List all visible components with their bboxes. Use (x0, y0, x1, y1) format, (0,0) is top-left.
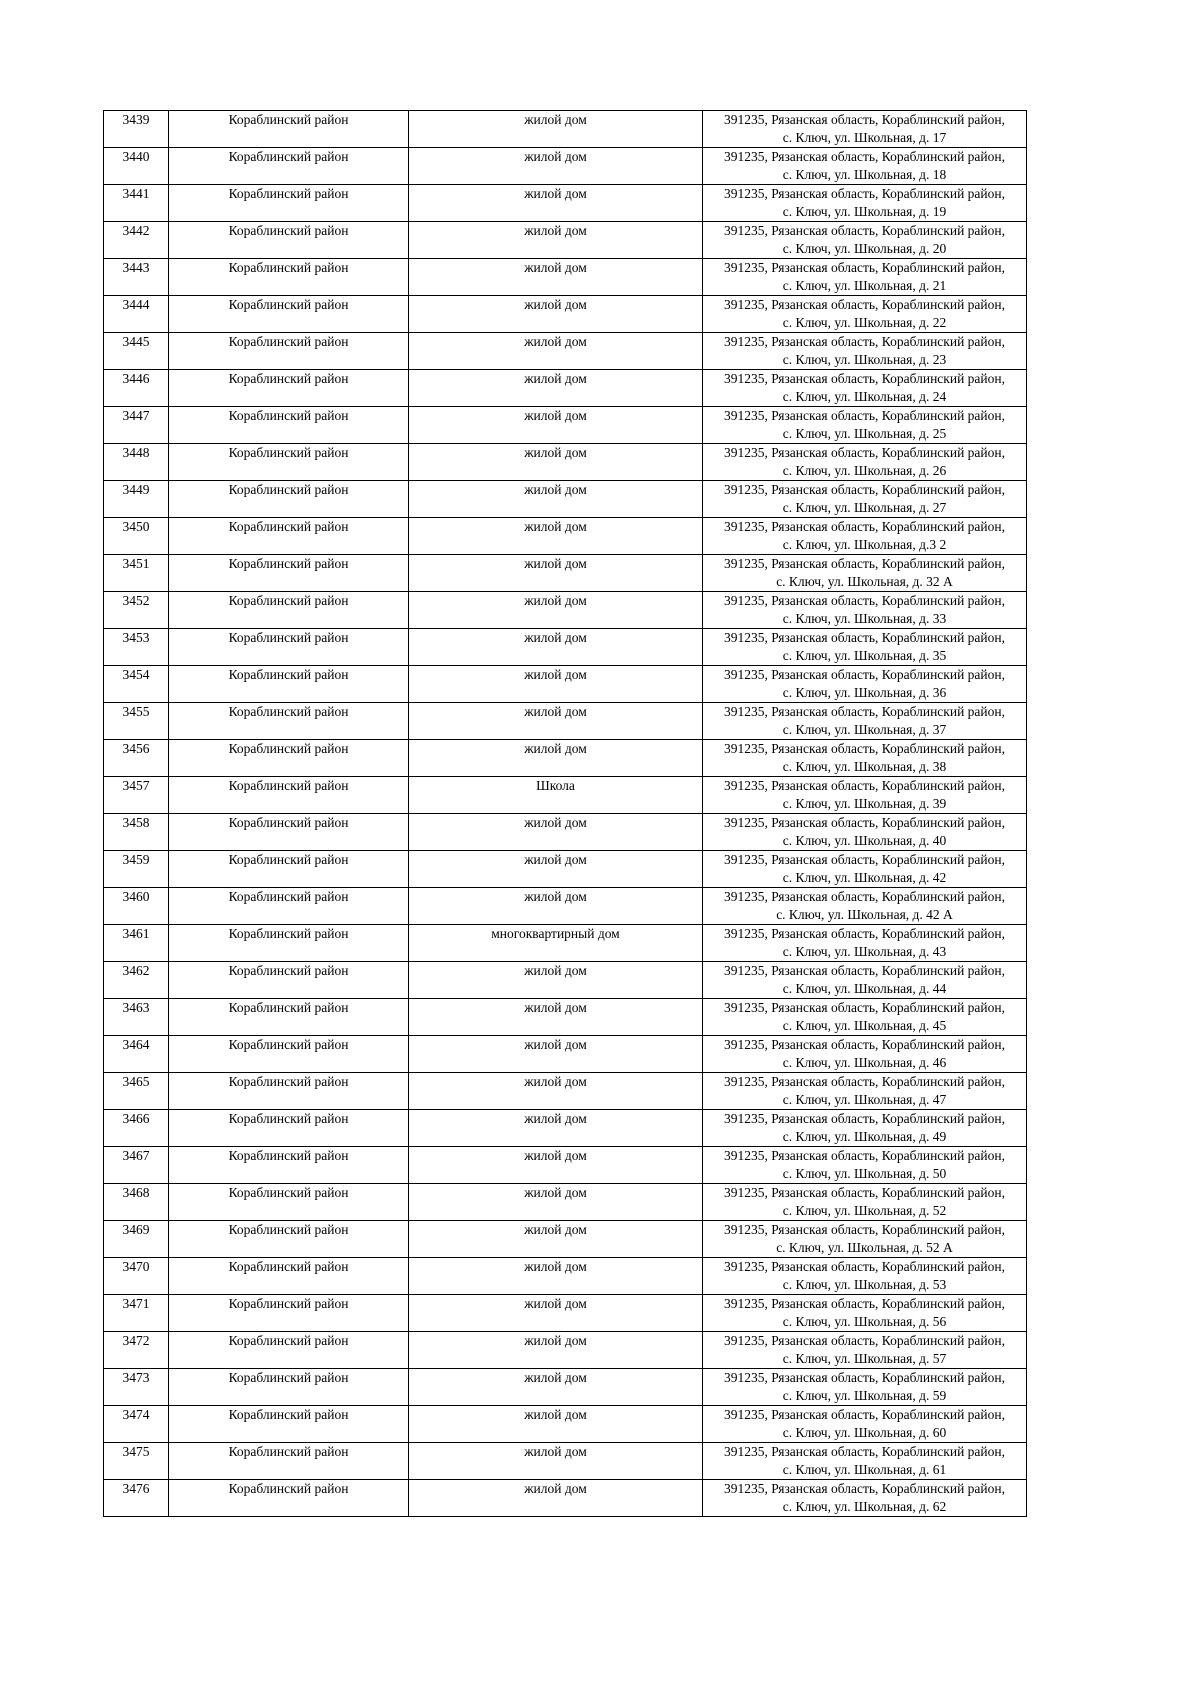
address-line-1: 391235, Рязанская область, Кораблинский район, (724, 334, 1005, 349)
address-line-1: 391235, Рязанская область, Кораблинский район, (724, 778, 1005, 793)
row-number-cell: 3472 (104, 1332, 169, 1369)
district-cell: Кораблинский район (169, 851, 409, 888)
row-number-cell: 3476 (104, 1480, 169, 1517)
object-type-cell: жилой дом (409, 222, 703, 259)
address-line-1: 391235, Рязанская область, Кораблинский район, (724, 1222, 1005, 1237)
district-cell: Кораблинский район (169, 555, 409, 592)
district-cell: Кораблинский район (169, 1073, 409, 1110)
address-line-2: с. Ключ, ул. Школьная, д. 43 (782, 944, 947, 959)
district-cell: Кораблинский район (169, 1258, 409, 1295)
district-cell: Кораблинский район (169, 962, 409, 999)
table-row (104, 925, 1027, 962)
address-line-1: 391235, Рязанская область, Кораблинский район, (724, 1111, 1005, 1126)
district-cell: Кораблинский район (169, 518, 409, 555)
address-line-1: 391235, Рязанская область, Кораблинский район, (724, 519, 1005, 534)
address-line-1: 391235, Рязанская область, Кораблинский район, (724, 371, 1005, 386)
object-type-cell: многоквартирный дом (409, 925, 703, 962)
object-type-cell: жилой дом (409, 518, 703, 555)
table-row (104, 518, 1027, 555)
address-line-1: 391235, Рязанская область, Кораблинский район, (724, 1000, 1005, 1015)
table-row (104, 777, 1027, 814)
row-number-cell: 3447 (104, 407, 169, 444)
address-cell (703, 1332, 1027, 1369)
district-cell: Кораблинский район (169, 111, 409, 148)
address-cell (703, 666, 1027, 703)
district-cell: Кораблинский район (169, 777, 409, 814)
district-cell: Кораблинский район (169, 481, 409, 518)
address-line-1: 391235, Рязанская область, Кораблинский район, (724, 445, 1005, 460)
address-line-2: с. Ключ, ул. Школьная, д. 27 (782, 500, 947, 515)
address-line-1: 391235, Рязанская область, Кораблинский район, (724, 260, 1005, 275)
row-number-cell: 3452 (104, 592, 169, 629)
district-cell: Кораблинский район (169, 1406, 409, 1443)
address-cell (703, 925, 1027, 962)
address-line-2: с. Ключ, ул. Школьная, д. 56 (782, 1314, 947, 1329)
row-number-cell: 3470 (104, 1258, 169, 1295)
address-line-2: с. Ключ, ул. Школьная, д. 61 (782, 1462, 947, 1477)
district-cell: Кораблинский район (169, 999, 409, 1036)
table-row (104, 629, 1027, 666)
table-row (104, 1443, 1027, 1480)
table-row (104, 703, 1027, 740)
table-row (104, 296, 1027, 333)
address-cell (703, 703, 1027, 740)
row-number-cell: 3451 (104, 555, 169, 592)
address-line-1: 391235, Рязанская область, Кораблинский район, (724, 630, 1005, 645)
table-row (104, 1332, 1027, 1369)
district-cell: Кораблинский район (169, 1221, 409, 1258)
address-line-2: с. Ключ, ул. Школьная, д. 49 (782, 1129, 947, 1144)
row-number-cell: 3465 (104, 1073, 169, 1110)
address-line-1: 391235, Рязанская область, Кораблинский район, (724, 149, 1005, 164)
object-type-cell: жилой дом (409, 1110, 703, 1147)
district-cell: Кораблинский район (169, 666, 409, 703)
address-cell (703, 1221, 1027, 1258)
address-line-1: 391235, Рязанская область, Кораблинский район, (724, 963, 1005, 978)
district-cell: Кораблинский район (169, 814, 409, 851)
row-number-cell: 3449 (104, 481, 169, 518)
row-number-cell: 3459 (104, 851, 169, 888)
address-cell (703, 962, 1027, 999)
row-number-cell: 3467 (104, 1147, 169, 1184)
table-row (104, 444, 1027, 481)
address-line-1: 391235, Рязанская область, Кораблинский район, (724, 482, 1005, 497)
address-line-1: 391235, Рязанская область, Кораблинский район, (724, 1259, 1005, 1274)
district-cell: Кораблинский район (169, 1295, 409, 1332)
row-number-cell: 3442 (104, 222, 169, 259)
address-line-2: с. Ключ, ул. Школьная, д. 57 (782, 1351, 947, 1366)
object-type-cell: жилой дом (409, 1036, 703, 1073)
address-line-1: 391235, Рязанская область, Кораблинский район, (724, 408, 1005, 423)
address-cell (703, 333, 1027, 370)
row-number-cell: 3440 (104, 148, 169, 185)
district-cell: Кораблинский район (169, 888, 409, 925)
address-line-2: с. Ключ, ул. Школьная, д. 47 (782, 1092, 947, 1107)
address-line-1: 391235, Рязанская область, Кораблинский район, (724, 667, 1005, 682)
district-cell: Кораблинский район (169, 407, 409, 444)
address-cell (703, 1480, 1027, 1517)
row-number-cell: 3458 (104, 814, 169, 851)
address-cell (703, 481, 1027, 518)
row-number-cell: 3441 (104, 185, 169, 222)
address-line-1: 391235, Рязанская область, Кораблинский район, (724, 741, 1005, 756)
row-number-cell: 3475 (104, 1443, 169, 1480)
row-number-cell: 3469 (104, 1221, 169, 1258)
table-row (104, 222, 1027, 259)
address-line-2: с. Ключ, ул. Школьная, д. 42 (782, 870, 947, 885)
address-cell (703, 629, 1027, 666)
table-row (104, 814, 1027, 851)
address-line-2: с. Ключ, ул. Школьная, д. 52 (782, 1203, 947, 1218)
address-line-1: 391235, Рязанская область, Кораблинский район, (724, 223, 1005, 238)
address-cell (703, 370, 1027, 407)
address-line-2: с. Ключ, ул. Школьная, д. 46 (782, 1055, 947, 1070)
object-type-cell: жилой дом (409, 1073, 703, 1110)
address-line-2: с. Ключ, ул. Школьная, д. 35 (782, 648, 947, 663)
district-cell: Кораблинский район (169, 740, 409, 777)
row-number-cell: 3464 (104, 1036, 169, 1073)
row-number-cell: 3446 (104, 370, 169, 407)
object-type-cell: жилой дом (409, 1147, 703, 1184)
table-row (104, 333, 1027, 370)
row-number-cell: 3455 (104, 703, 169, 740)
district-cell: Кораблинский район (169, 1110, 409, 1147)
address-line-2: с. Ключ, ул. Школьная, д. 42 А (776, 907, 953, 922)
object-type-cell: жилой дом (409, 185, 703, 222)
table-row (104, 111, 1027, 148)
table-row (104, 185, 1027, 222)
object-type-cell: жилой дом (409, 1221, 703, 1258)
district-cell: Кораблинский район (169, 1036, 409, 1073)
address-cell (703, 999, 1027, 1036)
table-row (104, 740, 1027, 777)
object-type-cell: жилой дом (409, 148, 703, 185)
row-number-cell: 3439 (104, 111, 169, 148)
address-line-2: с. Ключ, ул. Школьная, д. 21 (782, 278, 947, 293)
address-cell (703, 592, 1027, 629)
district-cell: Кораблинский район (169, 1480, 409, 1517)
table-row (104, 851, 1027, 888)
object-type-cell: жилой дом (409, 1480, 703, 1517)
address-cell (703, 1369, 1027, 1406)
object-type-cell: жилой дом (409, 962, 703, 999)
table-row (104, 1221, 1027, 1258)
row-number-cell: 3453 (104, 629, 169, 666)
address-line-1: 391235, Рязанская область, Кораблинский район, (724, 1296, 1005, 1311)
address-line-1: 391235, Рязанская область, Кораблинский район, (724, 1333, 1005, 1348)
object-type-cell: жилой дом (409, 703, 703, 740)
district-cell: Кораблинский район (169, 1443, 409, 1480)
object-type-cell: жилой дом (409, 999, 703, 1036)
address-cell (703, 1110, 1027, 1147)
address-cell (703, 1406, 1027, 1443)
table-row (104, 592, 1027, 629)
object-type-cell: жилой дом (409, 296, 703, 333)
row-number-cell: 3471 (104, 1295, 169, 1332)
row-number-cell: 3443 (104, 259, 169, 296)
row-number-cell: 3461 (104, 925, 169, 962)
district-cell: Кораблинский район (169, 296, 409, 333)
address-cell (703, 444, 1027, 481)
row-number-cell: 3473 (104, 1369, 169, 1406)
district-cell: Кораблинский район (169, 259, 409, 296)
table-row (104, 1184, 1027, 1221)
address-cell (703, 518, 1027, 555)
address-line-2: с. Ключ, ул. Школьная, д. 44 (782, 981, 947, 996)
object-type-cell: жилой дом (409, 259, 703, 296)
address-line-1: 391235, Рязанская область, Кораблинский район, (724, 704, 1005, 719)
address-line-1: 391235, Рязанская область, Кораблинский район, (724, 1148, 1005, 1163)
address-line-1: 391235, Рязанская область, Кораблинский район, (724, 852, 1005, 867)
table-row (104, 1036, 1027, 1073)
address-line-2: с. Ключ, ул. Школьная, д. 18 (782, 167, 947, 182)
registry-table-body (104, 111, 1027, 1517)
object-type-cell: жилой дом (409, 1295, 703, 1332)
address-line-2: с. Ключ, ул. Школьная, д.3 2 (782, 537, 947, 552)
address-line-2: с. Ключ, ул. Школьная, д. 22 (782, 315, 947, 330)
district-cell: Кораблинский район (169, 333, 409, 370)
address-cell (703, 296, 1027, 333)
address-line-2: с. Ключ, ул. Школьная, д. 32 А (776, 574, 953, 589)
district-cell: Кораблинский район (169, 1147, 409, 1184)
object-type-cell: жилой дом (409, 333, 703, 370)
table-row (104, 1295, 1027, 1332)
address-cell (703, 851, 1027, 888)
row-number-cell: 3454 (104, 666, 169, 703)
address-cell (703, 1258, 1027, 1295)
address-line-1: 391235, Рязанская область, Кораблинский район, (724, 1444, 1005, 1459)
object-type-cell: жилой дом (409, 629, 703, 666)
object-type-cell: жилой дом (409, 1369, 703, 1406)
district-cell: Кораблинский район (169, 1332, 409, 1369)
address-line-2: с. Ключ, ул. Школьная, д. 53 (782, 1277, 947, 1292)
table-row (104, 555, 1027, 592)
address-line-2: с. Ключ, ул. Школьная, д. 45 (782, 1018, 947, 1033)
address-line-2: с. Ключ, ул. Школьная, д. 17 (782, 130, 947, 145)
row-number-cell: 3450 (104, 518, 169, 555)
address-line-2: с. Ключ, ул. Школьная, д. 36 (782, 685, 947, 700)
address-cell (703, 111, 1027, 148)
object-type-cell: жилой дом (409, 1258, 703, 1295)
registry-table (103, 110, 1027, 1517)
address-line-1: 391235, Рязанская область, Кораблинский район, (724, 1370, 1005, 1385)
address-line-2: с. Ключ, ул. Школьная, д. 25 (782, 426, 947, 441)
address-line-2: с. Ключ, ул. Школьная, д. 62 (782, 1499, 947, 1514)
district-cell: Кораблинский район (169, 592, 409, 629)
address-line-2: с. Ключ, ул. Школьная, д. 37 (782, 722, 947, 737)
address-cell (703, 259, 1027, 296)
address-cell (703, 407, 1027, 444)
table-row (104, 666, 1027, 703)
address-cell (703, 148, 1027, 185)
address-line-1: 391235, Рязанская область, Кораблинский район, (724, 889, 1005, 904)
table-row (104, 148, 1027, 185)
row-number-cell: 3457 (104, 777, 169, 814)
table-row (104, 481, 1027, 518)
table-row (104, 888, 1027, 925)
address-cell (703, 1295, 1027, 1332)
address-line-2: с. Ключ, ул. Школьная, д. 19 (782, 204, 947, 219)
address-cell (703, 185, 1027, 222)
table-row (104, 1258, 1027, 1295)
address-line-1: 391235, Рязанская область, Кораблинский район, (724, 112, 1005, 127)
address-line-2: с. Ключ, ул. Школьная, д. 50 (782, 1166, 947, 1181)
object-type-cell: жилой дом (409, 666, 703, 703)
object-type-cell: жилой дом (409, 481, 703, 518)
address-line-1: 391235, Рязанская область, Кораблинский район, (724, 815, 1005, 830)
district-cell: Кораблинский район (169, 370, 409, 407)
row-number-cell: 3460 (104, 888, 169, 925)
object-type-cell: жилой дом (409, 407, 703, 444)
address-cell (703, 1147, 1027, 1184)
address-line-2: с. Ключ, ул. Школьная, д. 39 (782, 796, 947, 811)
table-row (104, 407, 1027, 444)
object-type-cell: жилой дом (409, 592, 703, 629)
address-line-2: с. Ключ, ул. Школьная, д. 38 (782, 759, 947, 774)
object-type-cell: жилой дом (409, 444, 703, 481)
table-row (104, 259, 1027, 296)
row-number-cell: 3474 (104, 1406, 169, 1443)
address-cell (703, 814, 1027, 851)
table-row (104, 1369, 1027, 1406)
table-row (104, 1073, 1027, 1110)
address-cell (703, 740, 1027, 777)
district-cell: Кораблинский район (169, 148, 409, 185)
table-row (104, 1110, 1027, 1147)
row-number-cell: 3456 (104, 740, 169, 777)
row-number-cell: 3468 (104, 1184, 169, 1221)
address-line-2: с. Ключ, ул. Школьная, д. 60 (782, 1425, 947, 1440)
address-line-2: с. Ключ, ул. Школьная, д. 20 (782, 241, 947, 256)
object-type-cell: жилой дом (409, 111, 703, 148)
address-line-2: с. Ключ, ул. Школьная, д. 59 (782, 1388, 947, 1403)
object-type-cell: жилой дом (409, 1184, 703, 1221)
address-cell (703, 555, 1027, 592)
address-cell (703, 1073, 1027, 1110)
address-line-1: 391235, Рязанская область, Кораблинский район, (724, 593, 1005, 608)
object-type-cell: жилой дом (409, 370, 703, 407)
address-line-1: 391235, Рязанская область, Кораблинский район, (724, 1074, 1005, 1089)
object-type-cell: жилой дом (409, 1443, 703, 1480)
row-number-cell: 3463 (104, 999, 169, 1036)
table-row (104, 1147, 1027, 1184)
district-cell: Кораблинский район (169, 1369, 409, 1406)
object-type-cell: жилой дом (409, 851, 703, 888)
object-type-cell: жилой дом (409, 740, 703, 777)
district-cell: Кораблинский район (169, 925, 409, 962)
table-row (104, 962, 1027, 999)
district-cell: Кораблинский район (169, 703, 409, 740)
district-cell: Кораблинский район (169, 629, 409, 666)
district-cell: Кораблинский район (169, 444, 409, 481)
object-type-cell: жилой дом (409, 1406, 703, 1443)
address-line-1: 391235, Рязанская область, Кораблинский район, (724, 297, 1005, 312)
district-cell: Кораблинский район (169, 1184, 409, 1221)
address-cell (703, 1184, 1027, 1221)
row-number-cell: 3444 (104, 296, 169, 333)
address-line-1: 391235, Рязанская область, Кораблинский район, (724, 1481, 1005, 1496)
address-cell (703, 777, 1027, 814)
table-row (104, 999, 1027, 1036)
table-row (104, 370, 1027, 407)
address-line-2: с. Ключ, ул. Школьная, д. 24 (782, 389, 947, 404)
address-cell (703, 1443, 1027, 1480)
address-line-2: с. Ключ, ул. Школьная, д. 33 (782, 611, 947, 626)
row-number-cell: 3462 (104, 962, 169, 999)
object-type-cell: жилой дом (409, 555, 703, 592)
address-line-1: 391235, Рязанская область, Кораблинский район, (724, 556, 1005, 571)
district-cell: Кораблинский район (169, 222, 409, 259)
district-cell: Кораблинский район (169, 185, 409, 222)
row-number-cell: 3448 (104, 444, 169, 481)
address-line-1: 391235, Рязанская область, Кораблинский район, (724, 1407, 1005, 1422)
address-cell (703, 888, 1027, 925)
address-line-1: 391235, Рязанская область, Кораблинский район, (724, 926, 1005, 941)
address-line-2: с. Ключ, ул. Школьная, д. 26 (782, 463, 947, 478)
address-line-1: 391235, Рязанская область, Кораблинский район, (724, 186, 1005, 201)
row-number-cell: 3466 (104, 1110, 169, 1147)
address-line-1: 391235, Рязанская область, Кораблинский район, (724, 1037, 1005, 1052)
table-row (104, 1480, 1027, 1517)
row-number-cell: 3445 (104, 333, 169, 370)
address-cell (703, 1036, 1027, 1073)
object-type-cell: жилой дом (409, 814, 703, 851)
object-type-cell: Школа (409, 777, 703, 814)
address-line-2: с. Ключ, ул. Школьная, д. 40 (782, 833, 947, 848)
address-cell (703, 222, 1027, 259)
address-line-1: 391235, Рязанская область, Кораблинский район, (724, 1185, 1005, 1200)
object-type-cell: жилой дом (409, 1332, 703, 1369)
object-type-cell: жилой дом (409, 888, 703, 925)
address-line-2: с. Ключ, ул. Школьная, д. 52 А (776, 1240, 953, 1255)
table-row (104, 1406, 1027, 1443)
address-line-2: с. Ключ, ул. Школьная, д. 23 (782, 352, 947, 367)
